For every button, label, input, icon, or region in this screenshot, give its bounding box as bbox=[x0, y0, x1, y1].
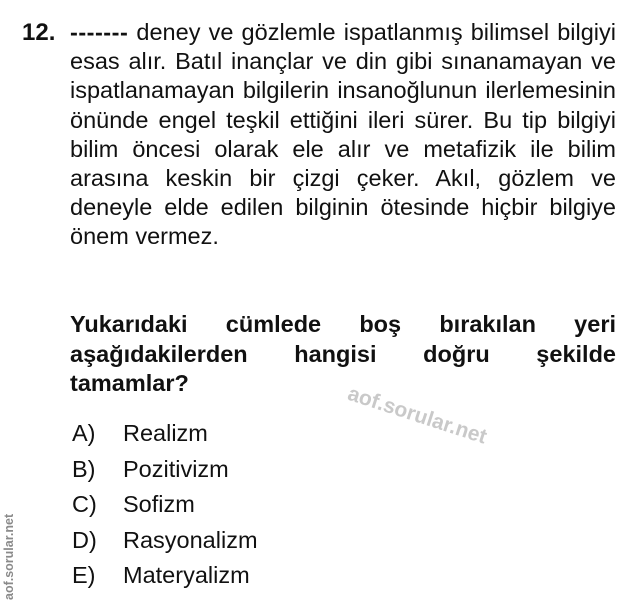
option-a[interactable] bbox=[72, 418, 258, 454]
option-text: Pozitivizm bbox=[123, 455, 229, 482]
watermark: aof.sorular.net bbox=[344, 382, 490, 449]
option-letter: A) bbox=[72, 420, 96, 446]
question-number: 12. bbox=[22, 19, 56, 46]
option-text: Rasyonalizm bbox=[123, 526, 258, 553]
fill-in-blank: ------- bbox=[70, 19, 129, 45]
option-letter: C) bbox=[72, 491, 97, 518]
option-c[interactable] bbox=[72, 489, 258, 525]
option-text: Materyalizm bbox=[123, 562, 250, 589]
option-letter: D) bbox=[72, 526, 97, 553]
side-watermark: aof.sorular.net bbox=[2, 513, 16, 600]
option-b[interactable] bbox=[72, 454, 258, 490]
question-stem-text: deney ve gözlemle ispatlanmış bilimsel bilgiyi esas alır. Batıl inançlar ve din gibi sınanamayan ve ispatlanamayan bilgilerin insanoğlunun ilerlemesinin önünde engel teşkil ettiğini ileri sürer. Bu tip bilgiyi bilim öncesi olarak ele alır ve metafizik ile bilim arasına keskin bir çizgi çeker. Akıl, gözlem ve deneyle elde edilen bilginin ötesinde hiçbir bilgiye önem vermez. bbox=[70, 19, 616, 250]
question-prompt: Yukarıdaki cümlede boş bırakılan yeri aşağıdakilerden hangisi doğru şekilde tamamlar? bbox=[70, 311, 616, 396]
option-text: Realizm bbox=[123, 420, 208, 446]
option-letter: E) bbox=[72, 562, 96, 589]
question-stem bbox=[70, 18, 616, 252]
option-letter: B) bbox=[72, 455, 96, 482]
option-e[interactable] bbox=[72, 560, 258, 596]
option-text: Sofizm bbox=[123, 491, 195, 518]
answer-options bbox=[72, 418, 258, 596]
option-d[interactable] bbox=[72, 525, 258, 561]
